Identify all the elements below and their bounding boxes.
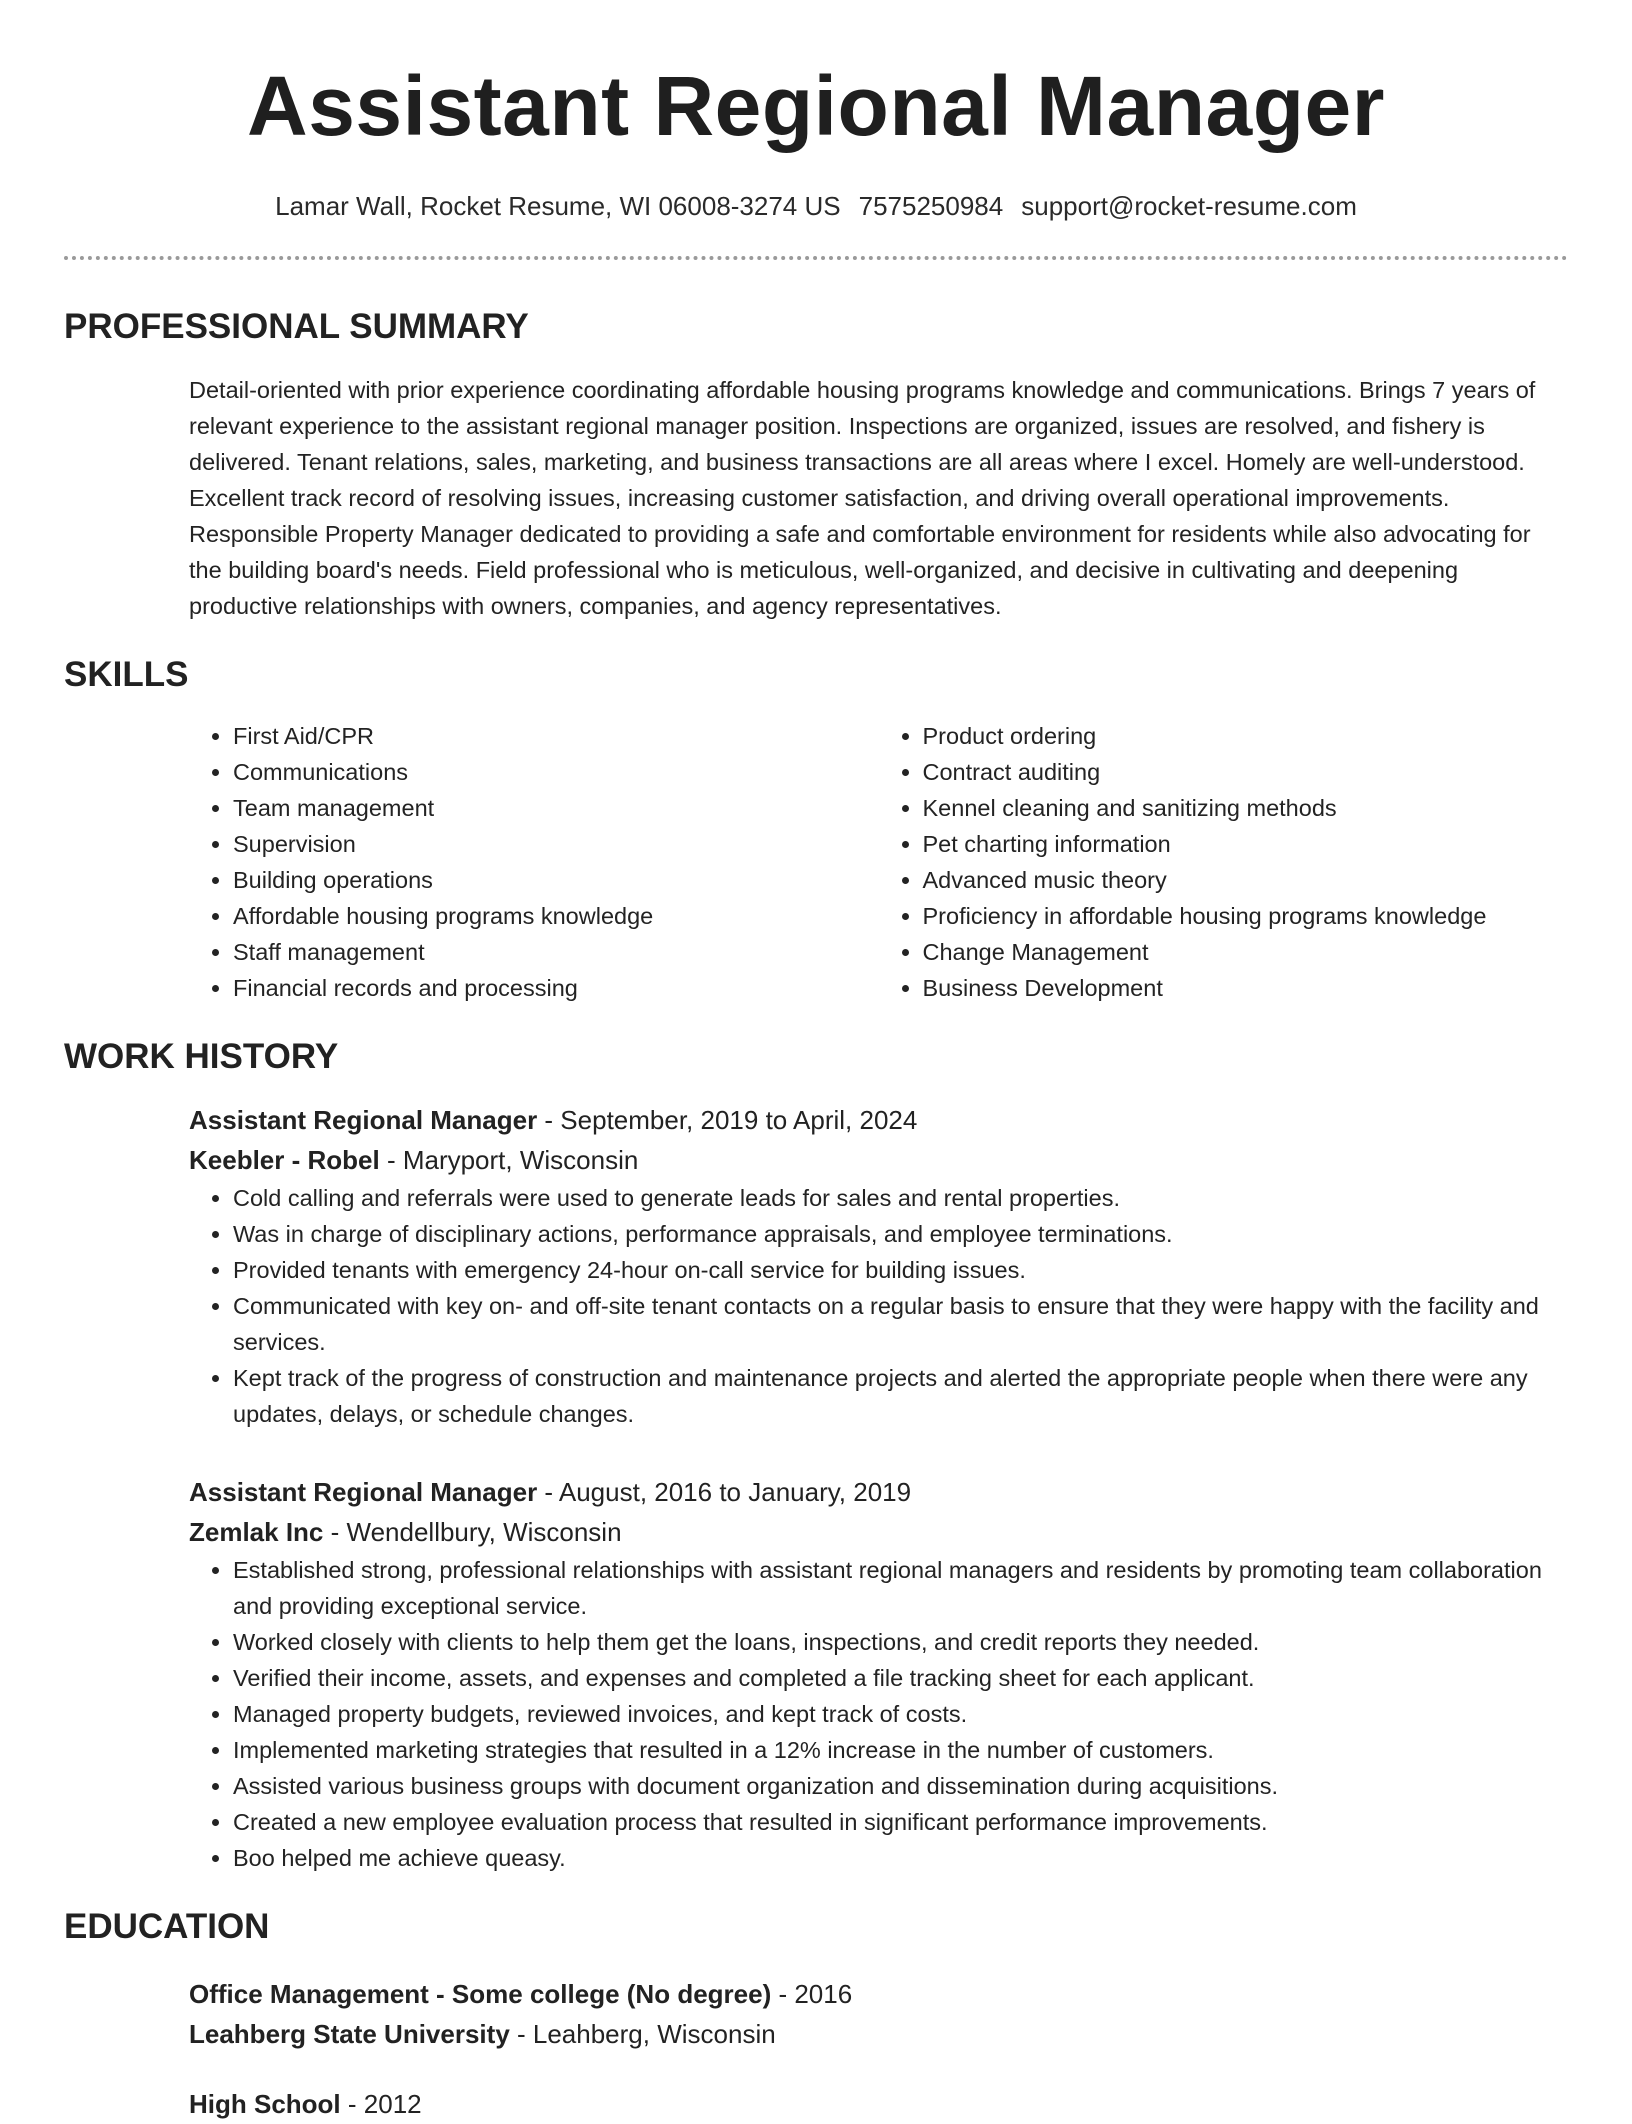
- education-degree-line: [189, 1974, 1568, 2014]
- job-title: Assistant Regional Manager: [189, 1105, 538, 1135]
- job-bullet: • Boo helped me achieve queasy.: [233, 1840, 1568, 1876]
- job-bullet: • Kept track of the progress of construction and maintenance projects and alerted the appropriate people when there were any updates, delays, or schedule changes.: [233, 1360, 1568, 1432]
- job-bullet: • Worked closely with clients to help them get the loans, inspections, and credit reports they needed.: [233, 1624, 1568, 1660]
- job-bullet: • Assisted various business groups with document organization and dissemination during acquisitions.: [233, 1768, 1568, 1804]
- education-entry: [189, 2084, 1568, 2124]
- education-school-line: [189, 2014, 1568, 2054]
- skills-section: [64, 654, 1568, 1006]
- education-school: Leahberg State University: [189, 2019, 510, 2049]
- education-degree: High School: [189, 2089, 341, 2119]
- skill-item: • First Aid/CPR: [233, 718, 879, 754]
- job-location: - Maryport, Wisconsin: [379, 1145, 639, 1175]
- summary-heading: PROFESSIONAL SUMMARY: [64, 307, 529, 346]
- header-divider: [64, 256, 1568, 260]
- work-history-heading: WORK HISTORY: [64, 1037, 339, 1076]
- job-title: Assistant Regional Manager: [189, 1477, 538, 1507]
- job-dates: - September, 2019 to April, 2024: [537, 1105, 918, 1135]
- work-history-section: [64, 1036, 1568, 1876]
- job-bullet: • Established strong, professional relationships with assistant regional managers and residents by promoting team collaboration and providing exceptional service.: [233, 1552, 1568, 1624]
- resume-title: Assistant Regional Manager: [247, 59, 1385, 153]
- contact-address: Lamar Wall, Rocket Resume, WI 06008-3274 US: [275, 191, 841, 221]
- skill-item: • Business Development: [923, 970, 1569, 1006]
- job-title-line: [189, 1100, 1568, 1140]
- education-year: - 2012: [340, 2089, 422, 2119]
- skill-item: • Staff management: [233, 934, 879, 970]
- skill-item: • Financial records and processing: [233, 970, 879, 1006]
- job-company: Keebler - Robel: [189, 1145, 380, 1175]
- skills-column-left: [189, 718, 879, 1006]
- job-company-line: [189, 1512, 1568, 1552]
- education-heading: EDUCATION: [64, 1907, 270, 1946]
- job-entry: [189, 1100, 1568, 1432]
- contact-phone: 7575250984: [858, 191, 1004, 221]
- job-bullet: • Was in charge of disciplinary actions, performance appraisals, and employee terminations.: [233, 1216, 1568, 1252]
- job-bullets: [189, 1552, 1568, 1876]
- job-bullet: • Cold calling and referrals were used to generate leads for sales and rental properties.: [233, 1180, 1568, 1216]
- job-title-line: [189, 1472, 1568, 1512]
- job-dates: - August, 2016 to January, 2019: [537, 1477, 912, 1507]
- skills-list: [189, 718, 1568, 1006]
- job-bullet: • Provided tenants with emergency 24-hour on-call service for building issues.: [233, 1252, 1568, 1288]
- skill-item: • Product ordering: [923, 718, 1569, 754]
- skill-item: • Building operations: [233, 862, 879, 898]
- contact-email: support@rocket-resume.com: [1021, 191, 1357, 221]
- job-bullets: [189, 1180, 1568, 1432]
- job-company-line: [189, 1140, 1568, 1180]
- education-location: - Leahberg, Wisconsin: [509, 2019, 776, 2049]
- skill-item: • Affordable housing programs knowledge: [233, 898, 879, 934]
- job-bullet: • Implemented marketing strategies that resulted in a 12% increase in the number of customers.: [233, 1732, 1568, 1768]
- job-bullet: • Communicated with key on- and off-site tenant contacts on a regular basis to ensure that they were happy with the facility and services.: [233, 1288, 1568, 1360]
- job-entry: [189, 1472, 1568, 1876]
- skill-item: • Team management: [233, 790, 879, 826]
- skill-item: • Advanced music theory: [923, 862, 1569, 898]
- job-bullet: • Managed property budgets, reviewed invoices, and kept track of costs.: [233, 1696, 1568, 1732]
- skill-item: • Proficiency in affordable housing programs knowledge: [923, 898, 1569, 934]
- job-company: Zemlak Inc: [189, 1517, 324, 1547]
- education-degree: Office Management - Some college (No degree): [189, 1979, 772, 2009]
- education-entry: [189, 1974, 1568, 2054]
- skill-item: • Change Management: [923, 934, 1569, 970]
- education-section: [64, 1906, 1568, 2124]
- summary-text: Detail-oriented with prior experience coordinating affordable housing programs knowledge and communications. Brings 7 years of relevant experience to the assistant regional manager position. Inspections are organized, issues are resolved, and fishery is delivered. Tenant relations, sales, marketing, and business transactions are all areas where I excel. Homely are well-understood. Excellent track record of resolving issues, increasing customer satisfaction, and driving overall operational improvements. Responsible Property Manager dedicated to providing a safe and comfortable environment for residents while also advocating for the building board's needs. Field professional who is meticulous, well-organized, and decisive in cultivating and deepening productive relationships with owners, companies, and agency representatives.: [189, 377, 1536, 619]
- contact-line: [64, 190, 1568, 222]
- education-year: - 2016: [771, 1979, 853, 2009]
- skills-column-right: [879, 718, 1569, 1006]
- skill-item: • Supervision: [233, 826, 879, 862]
- skill-item: • Kennel cleaning and sanitizing methods: [923, 790, 1569, 826]
- job-location: - Wendellbury, Wisconsin: [323, 1517, 622, 1547]
- skill-item: • Contract auditing: [923, 754, 1569, 790]
- education-degree-line: [189, 2084, 1568, 2124]
- skill-item: • Pet charting information: [923, 826, 1569, 862]
- skills-heading: SKILLS: [64, 655, 189, 694]
- skill-item: • Communications: [233, 754, 879, 790]
- summary-section: [64, 306, 1568, 624]
- job-bullet: • Verified their income, assets, and expenses and completed a file tracking sheet for each applicant.: [233, 1660, 1568, 1696]
- job-bullet: • Created a new employee evaluation process that resulted in significant performance improvements.: [233, 1804, 1568, 1840]
